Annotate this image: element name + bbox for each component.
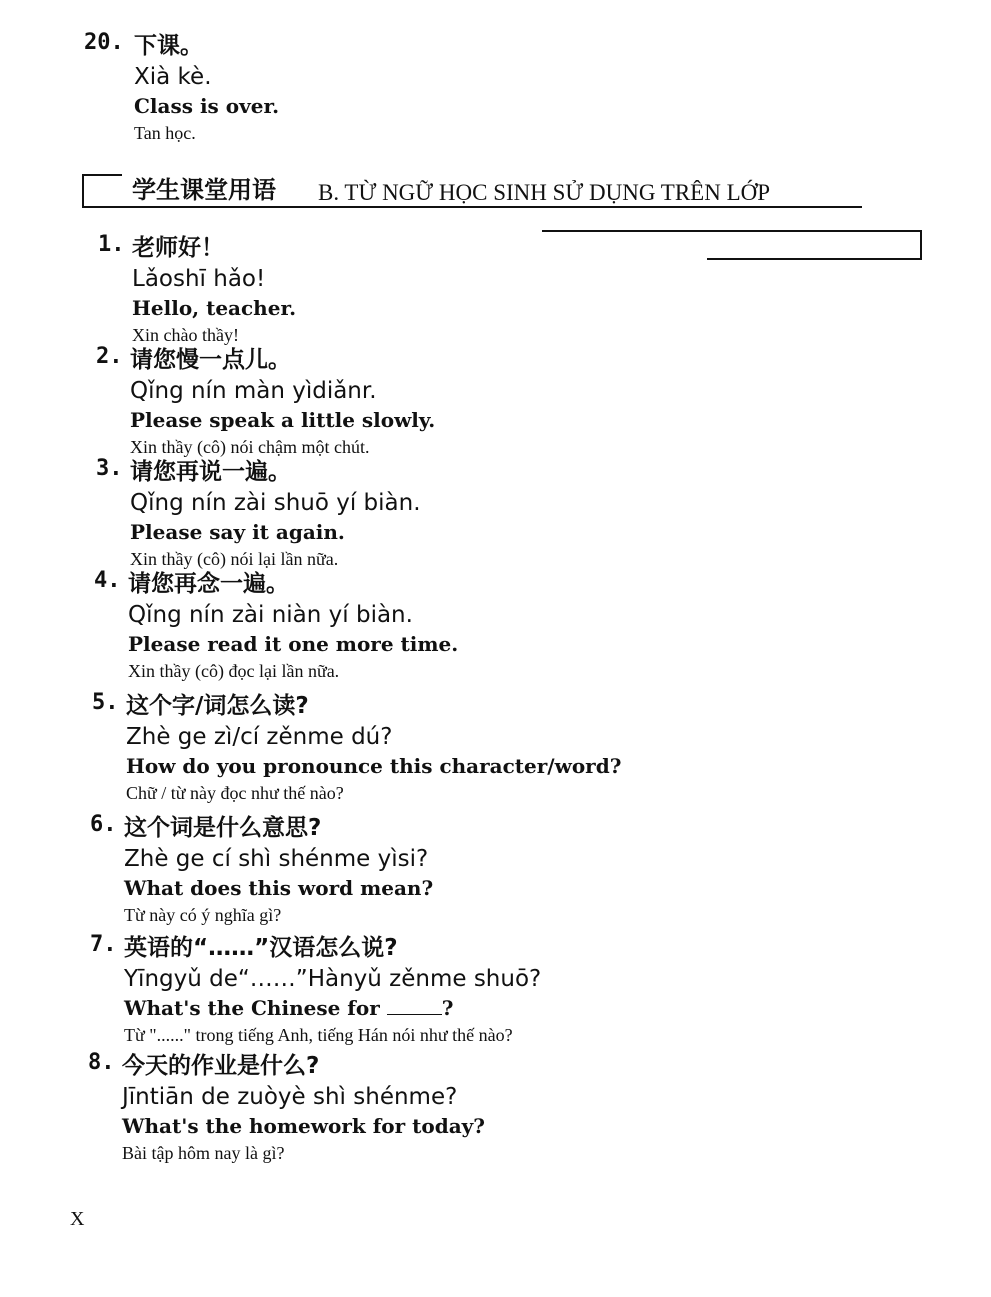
pinyin-text: Lǎoshī hǎo! <box>132 266 266 292</box>
entry-number: 2. <box>96 344 123 369</box>
section-title-chinese: 学生课堂用语 <box>132 176 276 204</box>
vietnamese-text: Từ "......" trong tiếng Anh, tiếng Hán nói như thế nào? <box>124 1025 513 1045</box>
vietnamese-text: Xin thầy (cô) nói chậm một chút. <box>130 437 370 457</box>
page-number: X <box>70 1208 85 1230</box>
chinese-text: 请您再念一遍。 <box>128 571 289 597</box>
english-text: Please speak a little slowly. <box>130 408 436 432</box>
chinese-text: 今天的作业是什么? <box>122 1053 320 1079</box>
chinese-text: 老师好！ <box>132 235 224 261</box>
english-text: Please read it one more time. <box>128 632 459 656</box>
header-frame-line <box>82 206 862 208</box>
entry-number: 1. <box>98 232 125 257</box>
entry-number: 20. <box>84 30 124 55</box>
vietnamese-text: Từ này có ý nghĩa gì? <box>124 905 282 925</box>
english-text: What's the homework for today? <box>122 1114 485 1138</box>
entry-number: 6. <box>90 812 117 837</box>
chinese-text: 英语的“……”汉语怎么说? <box>124 935 398 961</box>
chinese-text: 下课。 <box>134 33 203 59</box>
entry-number: 4. <box>94 568 121 593</box>
vietnamese-text: Chữ / từ này đọc như thế nào? <box>126 783 344 803</box>
english-text: Please say it again. <box>130 520 345 544</box>
header-frame-line <box>82 174 84 206</box>
vietnamese-text: Xin chào thầy! <box>132 325 239 345</box>
pinyin-text: Zhè ge cí shì shénme yìsi? <box>124 846 429 872</box>
english-text: Class is over. <box>134 94 280 118</box>
english-text: Hello, teacher. <box>132 296 297 320</box>
entry-number: 8. <box>88 1050 115 1075</box>
chinese-text: 这个词是什么意思? <box>124 815 322 841</box>
entry-number: 7. <box>90 932 117 957</box>
english-text <box>124 994 541 1022</box>
pinyin-text: Qǐng nín zài shuō yí biàn. <box>130 490 421 516</box>
english-text-after-blank: ? <box>441 996 454 1020</box>
header-frame-line <box>707 258 922 260</box>
vietnamese-text: Tan học. <box>134 123 196 143</box>
pinyin-text: Xià kè. <box>134 64 212 90</box>
english-text-before-blank: What's the Chinese for <box>124 996 380 1020</box>
vietnamese-text: Xin thầy (cô) nói lại lần nữa. <box>130 549 339 569</box>
pinyin-text: Jīntiān de zuòyè shì shénme? <box>122 1084 458 1110</box>
entry-number: 5. <box>92 690 119 715</box>
section-title-vietnamese: B. TỪ NGỮ HỌC SINH SỬ DỤNG TRÊN LỚP <box>318 180 771 205</box>
english-text: What does this word mean? <box>124 876 434 900</box>
vietnamese-text: Bài tập hôm nay là gì? <box>122 1143 285 1163</box>
pinyin-text: Yīngyǔ de“……”Hànyǔ zěnme shuō? <box>124 966 542 992</box>
header-frame-line <box>920 230 922 260</box>
pinyin-text: Qǐng nín zài niàn yí biàn. <box>128 602 413 628</box>
header-frame-line <box>82 174 122 176</box>
entry-number: 3. <box>96 456 123 481</box>
fill-in-blank <box>387 996 442 1015</box>
chinese-text: 这个字/词怎么读? <box>126 693 309 719</box>
english-text: How do you pronounce this character/word? <box>126 754 622 778</box>
chinese-text: 请您慢一点儿。 <box>130 347 291 373</box>
header-frame-line <box>542 230 922 232</box>
pinyin-text: Zhè ge zì/cí zěnme dú? <box>126 724 393 750</box>
pinyin-text: Qǐng nín màn yìdiǎnr. <box>130 378 377 404</box>
vietnamese-text: Xin thầy (cô) đọc lại lần nữa. <box>128 661 340 681</box>
chinese-text: 请您再说一遍。 <box>130 459 291 485</box>
